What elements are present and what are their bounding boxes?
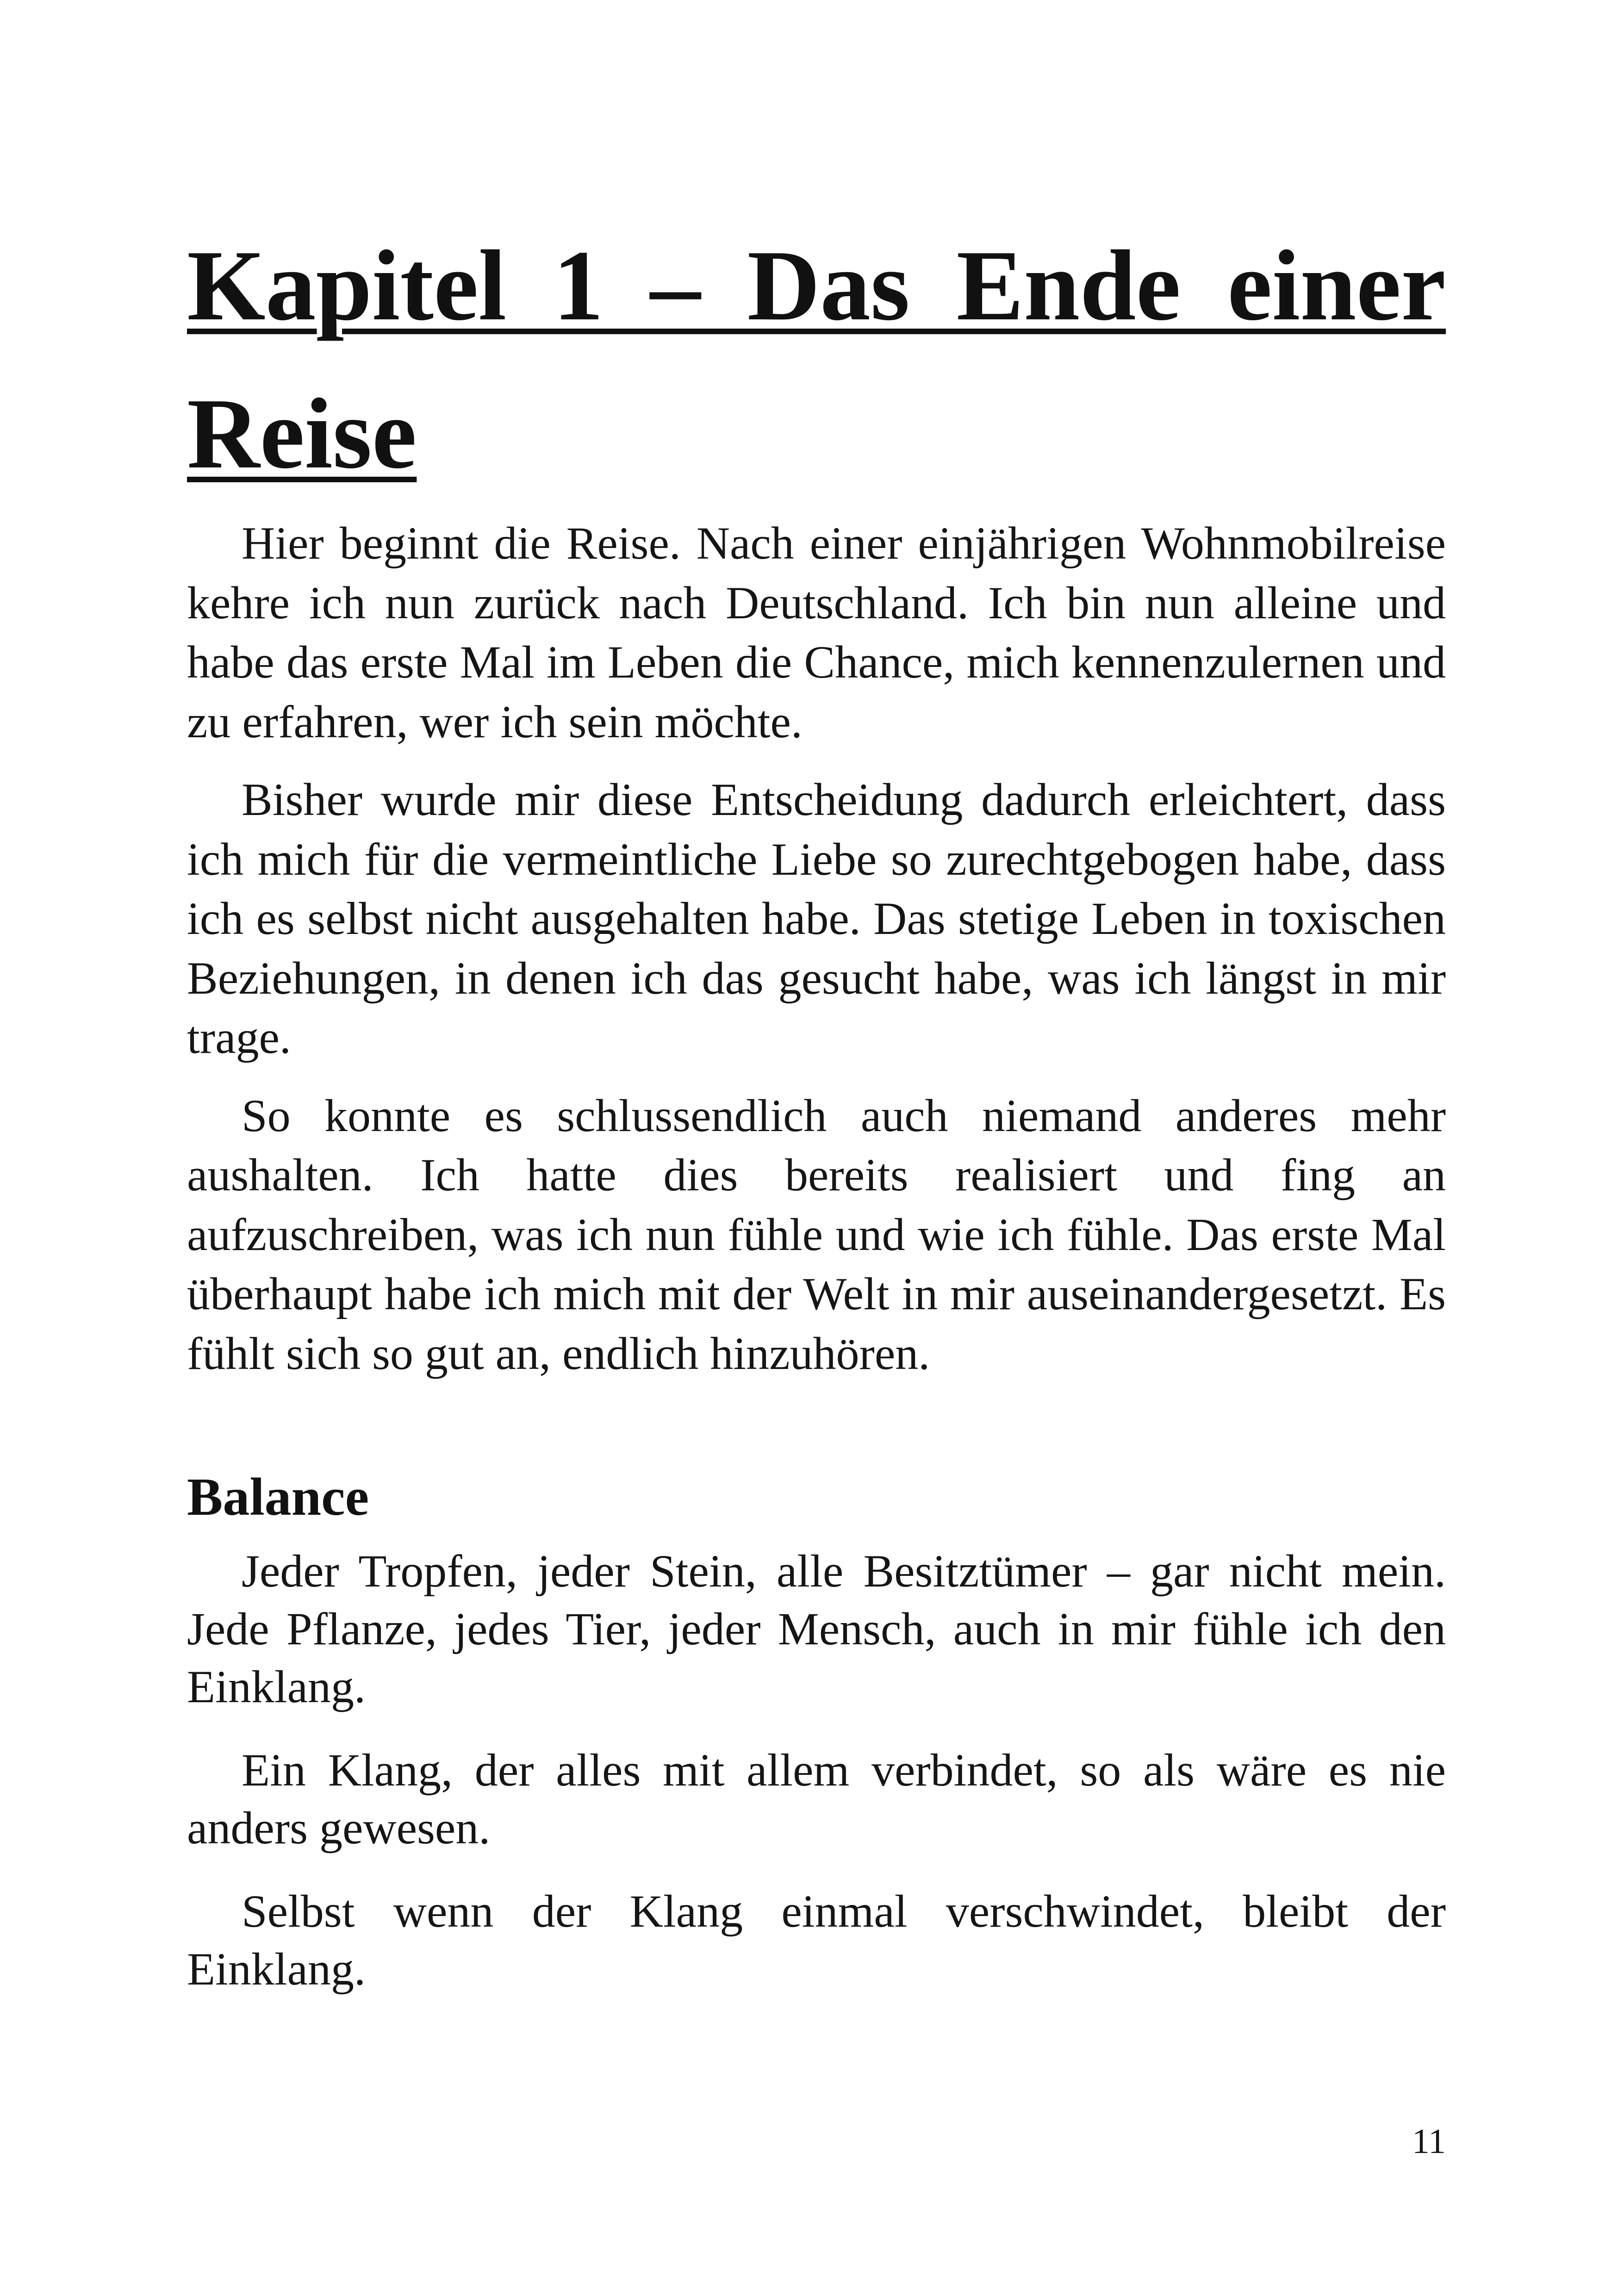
section-paragraph: Selbst wenn der Klang einmal verschwindet, bleibt der Einklang. (187, 1885, 1446, 1995)
section-paragraph: Jeder Tropfen, jeder Stein, alle Besitztümer – gar nicht mein. Jede Pflanze, jedes Tier, jeder Mensch, auch in mir fühle ich den Einklang. (187, 1545, 1446, 1712)
chapter-body (187, 514, 1446, 1383)
chapter-paragraph: So konnte es schlussendlich auch niemand anderes mehr aushalten. Ich hatte dies bereits realisiert und fing an aufzuschreiben, was ich nun fühle und wie ich fühle. Das erste Mal überhaupt habe ich mich mit der Welt in mir auseinandergesetzt. Es fühlt sich so gut an, endlich hinzuhören. (187, 1089, 1446, 1379)
chapter-paragraph: Bisher wurde mir diese Entscheidung dadurch erleichtert, dass ich mich für die vermeintliche Liebe so zurechtgebogen habe, dass ich es selbst nicht ausgehalten habe. Das stetige Leben in toxischen Beziehungen, in denen ich das gesucht habe, was ich längst in mir trage. (187, 774, 1446, 1063)
section-heading: Balance (187, 1468, 369, 1527)
section-paragraph: Ein Klang, der alles mit allem verbindet, so als wäre es nie anders gewesen. (187, 1744, 1446, 1854)
chapter-paragraph: Hier beginnt die Reise. Nach einer einjährigen Wohnmobilreise kehre ich nun zurück nach Deutschland. Ich bin nun alleine und habe das erste Mal im Leben die Chance, mich kennenzulernen und zu erfahren, wer ich sein möchte. (187, 517, 1446, 747)
chapter-title: Kapitel 1 – Das Ende einer Reise (187, 230, 1446, 490)
section-body (187, 1542, 1446, 1998)
page-number: 11 (1412, 2122, 1446, 2161)
